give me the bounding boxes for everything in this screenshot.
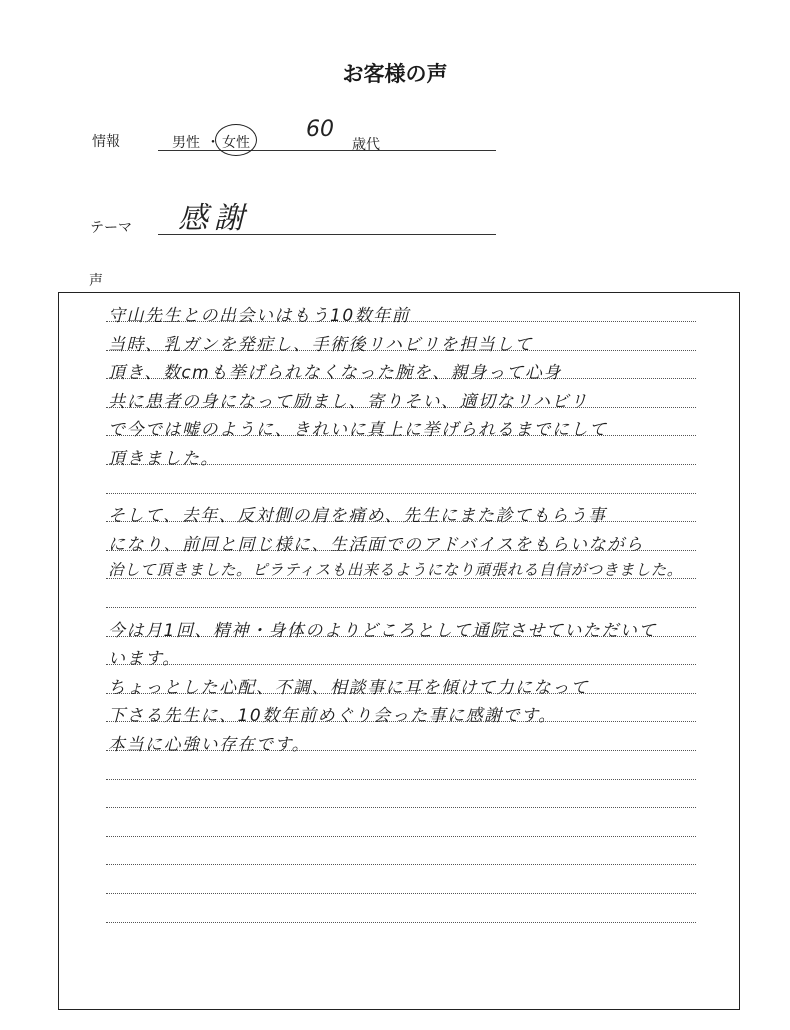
ruled-line	[106, 864, 696, 865]
voice-line: で今では嘘のように、きれいに真上に挙げられるまでにして	[108, 420, 608, 441]
voice-line: 頂きました。	[108, 449, 219, 469]
voice-line: そして、去年、反対側の肩を痛め、先生にまた診てもらう事	[108, 506, 607, 527]
info-label: 情報	[92, 134, 120, 150]
voice-line: 本当に心強い存在です。	[108, 735, 311, 755]
voice-line: 共に患者の身になって励まし、寄りそい、適切なリハビリ	[108, 391, 589, 412]
voice-line: 守山先生との出会いはもう10数年前	[108, 306, 411, 326]
voice-line: います。	[108, 649, 181, 670]
female-selected-circle	[215, 124, 257, 156]
age-suffix-label: 歳代	[352, 137, 380, 153]
ruled-line	[106, 664, 696, 665]
ruled-line	[106, 493, 696, 494]
theme-label: テーマ	[90, 220, 132, 236]
voice-line: 下さる先生に、10数年前めぐり会った事に感謝です。	[108, 706, 557, 727]
voice-line: 今は月1回、精神・身体のよりどころとして通院させていただいて	[108, 620, 657, 641]
voice-label: 声	[89, 273, 103, 289]
ruled-line	[106, 779, 696, 780]
ruled-line	[106, 807, 696, 808]
gender-separator: ・	[206, 135, 220, 151]
voice-line: 当時、乳ガンを発症し、手術後リハビリを担当して	[108, 334, 533, 355]
voice-line: ちょっとした心配、不調、相談事に耳を傾けて力になって	[108, 677, 589, 698]
voice-line: 頂き、数cmも挙げられなくなった腕を、親身って心身	[108, 363, 562, 384]
ruled-line	[106, 922, 696, 923]
ruled-line	[106, 607, 696, 608]
ruled-line	[106, 836, 696, 837]
age-handwritten-value: 60	[306, 117, 334, 142]
voice-line: 治して頂きました。ピラティスも出来るようになり頑張れる自信がつきました。	[108, 561, 683, 580]
gender-male-option: 男性	[172, 135, 200, 151]
ruled-line	[106, 893, 696, 894]
theme-handwritten-value: 感謝	[178, 201, 250, 236]
voice-line: になり、前回と同じ様に、生活面でのアドバイスをもらいながら	[108, 534, 644, 555]
page-title: お客様の声	[342, 62, 448, 86]
gender-female-option: 女性	[222, 135, 250, 151]
